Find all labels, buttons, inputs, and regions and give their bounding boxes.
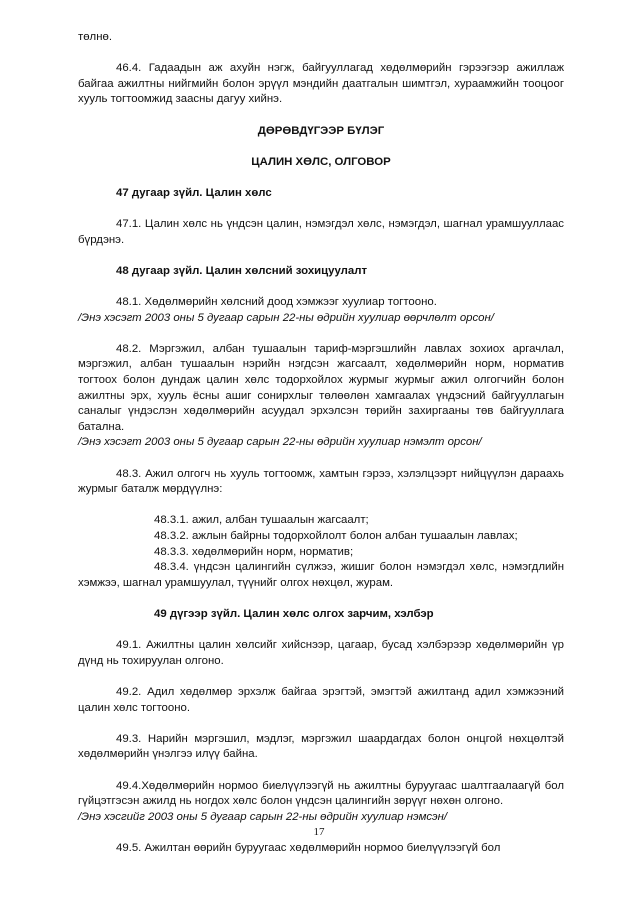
article-49-heading: 49 дүгээр зүйл. Цалин хөлс олгох зарчим, хэлбэр xyxy=(154,607,434,620)
subparagraph-48-3-4: 48.3.4. үндсэн цалингийн сүлжээ, жишиг болон нэмэгдэл хөлс, нэмэгдлийн хэмжээ, шагнал урамшуулал, түүнийг олгох нөхцөл, журам. xyxy=(78,561,564,589)
page-number: 17 xyxy=(313,826,325,838)
paragraph-47-1: 47.1. Цалин хөлс нь үндсэн цалин, нэмэгдэл хөлс, нэмэгдэл, шагнал урамшууллаас бүрдэнэ. xyxy=(78,218,564,246)
paragraph-48-1: 48.1. Хөдөлмөрийн хөлсний доод хэмжээг хуулиар тогтооно. xyxy=(116,296,437,309)
paragraph-48-2: 48.2. Мэргэжил, албан тушаалын тариф-мэргэшлийн лавлах зохиох аргачлал, мэргэжил, албан тушаалын нэрийн нэгдсэн жагсаалт, хөдөлмөрийн норм, норматив тогтоох болон дундаж цалин хөлс тодорхойлох журмыг журмыг ажил олгогчийн болон ажилтны эрх, хууль ёсны ашиг сонирхлыг төлөөлөн хамгаалах үндэсний байгууллагын саналыг үндэслэн хөдөлмөрийн асуудал эрхэлсэн төрийн захиргааны төв байгууллага батална. xyxy=(78,342,564,433)
paragraph-49-1: 49.1. Ажилтны цалин хөлсийг хийснээр, цагаар, бусад хэлбэрээр хөдөлмөрийн үр дүнд нь тохируулан олгоно. xyxy=(78,639,564,667)
paragraph-46-3-end: төлнө. xyxy=(78,31,112,43)
paragraph-49-2: 49.2. Адил хөдөлмөр эрхэлж байгаа эрэгтэй, эмэгтэй ажилтанд адил хэмжээний цалин хөлс тогтооно. xyxy=(78,685,564,714)
paragraph-48-3: 48.3. Ажил олгогч нь хууль тогтоомж, хамтын гэрээ, хэлэлцээрт нийцүүлэн дараахь журмыг баталж мөрдүүлнэ: xyxy=(78,467,564,496)
document-page xyxy=(78,30,564,856)
amendment-note-48-2: /Энэ хэсэгт 2003 оны 5 дугаар сарын 22-ны өдрийн хуулиар нэмэлт орсон/ xyxy=(78,436,482,449)
subparagraph-48-3-2: 48.3.2. ажлын байрны тодорхойлолт болон албан тушаалын лавлах; xyxy=(154,530,518,542)
paragraph-49-4: 49.4.Хөдөлмөрийн нормоо биелүүлээгүй нь ажилтны буруугаас шалтгаалаагүй бол гүйцэтгэсэн ажилд нь ногдох хөлс болон үндсэн цалингийн зөрүүг нөхөн олгоно. xyxy=(78,779,564,808)
article-48-heading: 48 дугаар зүйл. Цалин хөлсний зохицуулалт xyxy=(116,264,368,277)
article-47-heading: 47 дугаар зүйл. Цалин хөлс xyxy=(116,186,272,199)
amendment-note-49-4: /Энэ хэсгийг 2003 оны 5 дугаар сарын 22-ны өдрийн хуулиар нэмсэн/ xyxy=(78,810,448,823)
paragraph-49-5: 49.5. Ажилтан өөрийн буруугаас хөдөлмөрийн нормоо биелүүлээгүй бол xyxy=(116,841,501,854)
chapter-title: ЦАЛИН ХӨЛС, ОЛГОВОР xyxy=(251,155,391,168)
subparagraph-48-3-1: 48.3.1. ажил, албан тушаалын жагсаалт; xyxy=(154,514,369,527)
paragraph-49-3: 49.3. Нарийн мэргэшил, мэдлэг, мэргэжил шаардагдах болон онцгой нөхцөлтэй хөдөлмөрийн үнэлгээ илүү байна. xyxy=(78,732,564,761)
amendment-note-48-1: /Энэ хэсэгт 2003 оны 5 дугаар сарын 22-ны өдрийн хуулиар өөрчлөлт орсон/ xyxy=(78,311,494,324)
subparagraph-48-3-3: 48.3.3. хөдөлмөрийн норм, норматив; xyxy=(154,545,354,558)
paragraph-46-4: 46.4. Гадаадын аж ахуйн нэгж, байгууллагад хөдөлмөрийн гэрээгээр ажиллаж байгаа ажилтны нийгмийн болон эрүүл мэндийн даатгалын шимтгэл, хураамжийн тооцоог хууль тогтоомжид заасны дагуу хийнэ. xyxy=(78,62,564,106)
chapter-heading: ДӨРӨВДҮГЭЭР БҮЛЭГ xyxy=(257,124,385,137)
